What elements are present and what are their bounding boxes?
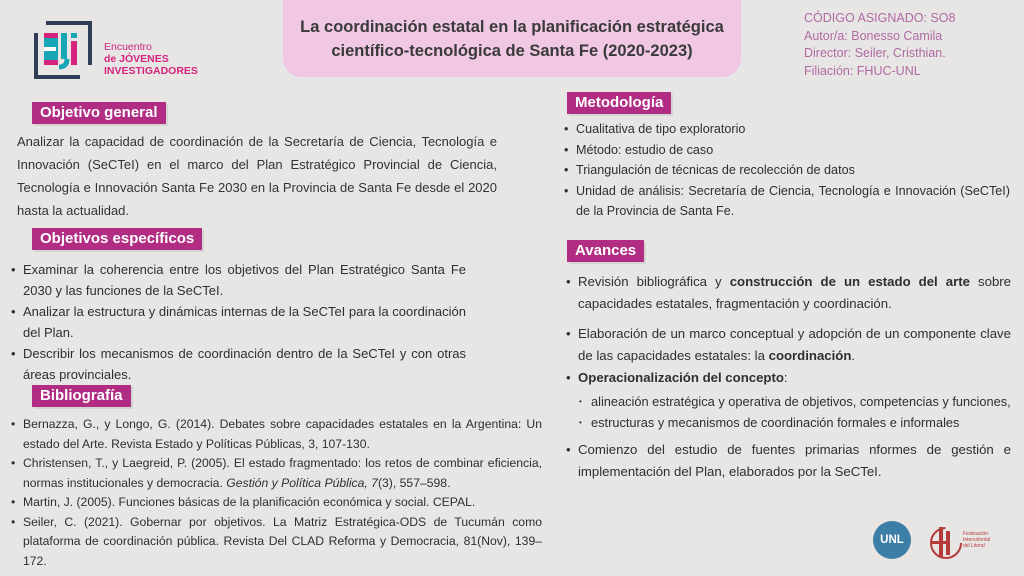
poster-title: La coordinación estatal en la planificación estratégica científico-tecnológica de Santa Fe (2020-2023) bbox=[300, 17, 724, 60]
avances-heading: Avances bbox=[567, 240, 644, 262]
logo-line-3: INVESTIGADORES bbox=[104, 65, 198, 77]
avances-text: . bbox=[851, 348, 856, 363]
avances-text: : bbox=[783, 370, 788, 385]
event-logo-text bbox=[104, 41, 198, 77]
sub-list-item: • alineación estratégica y operativa de objetivos, competencias y funciones, bbox=[578, 391, 1011, 412]
avances-bold: Operacionalización del concepto bbox=[578, 370, 784, 385]
bib-text: Christensen, T., y Laegreid, P. (2005). El estado fragmentado: los retos de combinar eficiencia, normas institucionales y democracia. bbox=[23, 456, 542, 490]
bibliografia-heading-wrap bbox=[32, 385, 131, 407]
metodologia-heading-wrap bbox=[567, 92, 671, 114]
director: Director: Seiler, Cristhian. bbox=[804, 46, 946, 60]
list-item: • Triangulación de técnicas de recolección de datos bbox=[563, 160, 1010, 181]
objetivo-general-text: Analizar la capacidad de coordinación de la Secretaría de Ciencia, Tecnología e Innovación (SeCTeI) en el marco del Plan Estratégico Provincial de Ciencia, Tecnología e Innovación Santa Fe 2030 en la Provincia de Santa Fe desde el 2020 hasta la actualidad. bbox=[17, 134, 497, 218]
bib-text: (3), 557–598. bbox=[377, 475, 451, 490]
avances-text: sobre capacidades estatales, fragmentación y coordinación. bbox=[578, 274, 1012, 311]
bib-text: Martin, J. (2005). Funciones básicas de la planificación económica y social. CEPAL. bbox=[23, 495, 476, 509]
bib-text: Bernazza, G., y Longo, G. (2014). Debates sobre capacidades estatales en la Argentina: Un estado del Arte. Revista Estado y Políticas Públicas, 3, 107-130. bbox=[23, 417, 542, 451]
list-item: • Unidad de análisis: Secretaría de Ciencia, Tecnología e Innovación (SeCTeI) de la Provincia de Santa Fe. bbox=[563, 181, 1010, 222]
objetivo-general-heading-wrap bbox=[32, 102, 166, 124]
metodologia-list bbox=[563, 119, 1010, 222]
affiliation: Filiación: FHUC-UNL bbox=[804, 63, 921, 78]
logo-line-2: de JÓVENES bbox=[104, 53, 169, 65]
metodologia-heading: Metodología bbox=[567, 92, 671, 114]
title-banner bbox=[283, 0, 741, 77]
list-item: • Método: estudio de caso bbox=[563, 140, 1010, 161]
assigned-code: CÓDIGO ASIGNADO: SO8 bbox=[804, 11, 956, 25]
bib-item bbox=[10, 415, 542, 454]
avances-bold: construcción de un estado del arte bbox=[729, 274, 970, 289]
bib-journal: Gestión y Política Pública, 7 bbox=[226, 475, 378, 490]
avances-heading-wrap bbox=[567, 240, 644, 262]
avances-list bbox=[565, 271, 1011, 483]
objetivos-especificos-list bbox=[10, 259, 466, 385]
objetivo-general-heading: Objetivo general bbox=[32, 102, 166, 124]
event-logo-icon bbox=[32, 19, 94, 81]
bibliografia-list bbox=[10, 415, 542, 571]
bib-item bbox=[10, 493, 542, 513]
avances-bold: coordinación bbox=[768, 348, 852, 363]
avances-text: Revisión bibliográfica y bbox=[578, 274, 730, 289]
bib-item bbox=[10, 454, 542, 493]
avances-sub-list bbox=[578, 391, 1011, 433]
list-item: • Comienzo del estudio de fuentes primarias nformes de gestión e implementación del Plan, elaborados por la SeCTeI. bbox=[565, 439, 1011, 483]
bib-text: Seiler, C. (2021). Gobernar por objetivos. La Matriz Estratégica-ODS de Tucumán como plataforma de coordinación pública. Revista Del CLAD Reforma y Democracia, 81(Nov), 139–172. bbox=[23, 514, 542, 568]
list-item bbox=[565, 323, 1011, 367]
unl-logo-icon bbox=[873, 521, 911, 559]
sub-list-item: • estructuras y mecanismos de coordinación formales e informales bbox=[578, 412, 1011, 433]
poster-meta bbox=[804, 10, 955, 80]
list-item: • Describir los mecanismos de coordinación dentro de la SeCTeI y con otras áreas provinciales. bbox=[10, 343, 466, 385]
objetivos-especificos-heading: Objetivos específicos bbox=[32, 228, 202, 250]
list-item: • Cualitativa de tipo exploratorio bbox=[563, 119, 1010, 140]
list-item bbox=[565, 271, 1011, 315]
list-item: • Analizar la estructura y dinámicas internas de la SeCTeI para la coordinación del Plan. bbox=[10, 301, 466, 343]
avances-text: Elaboración de un marco conceptual y adopción de un componente clave de las capacidades estatales: la bbox=[578, 326, 1011, 363]
author: Autor/a: Bonesso Camila bbox=[804, 28, 943, 43]
bib-item bbox=[10, 513, 542, 572]
list-item bbox=[565, 367, 1011, 433]
bibliografia-heading: Bibliografía bbox=[32, 385, 131, 407]
objetivos-especificos-heading-wrap bbox=[32, 228, 202, 250]
fiu-logo-text: Federación Intercolonial del Litoral bbox=[963, 531, 990, 549]
list-item: • Examinar la coherencia entre los objetivos del Plan Estratégico Santa Fe 2030 y las funciones de la SeCTeI. bbox=[10, 259, 466, 301]
logo-line-1: Encuentro bbox=[104, 41, 152, 53]
fiu-logo-icon bbox=[928, 521, 962, 561]
unl-logo-text: UNL bbox=[880, 534, 904, 546]
